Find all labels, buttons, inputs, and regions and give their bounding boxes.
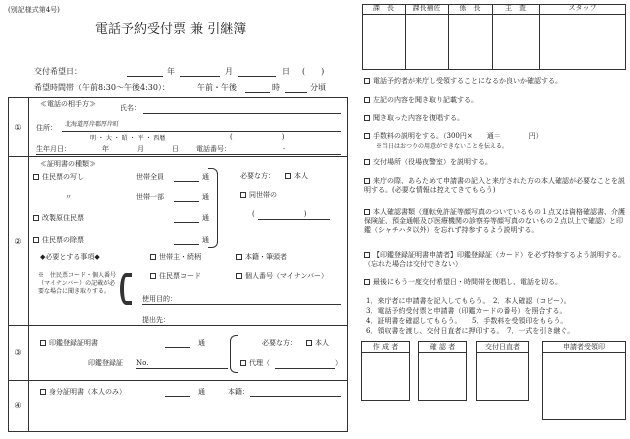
procedure-line: 4．証明書を確認してもらう。 5．手数料を受領印をもらう。 xyxy=(366,317,568,325)
checkbox[interactable] xyxy=(33,174,39,180)
checkbox[interactable] xyxy=(33,237,39,243)
dob-label: 生年月日： xyxy=(36,145,71,153)
checklist-item[interactable]: 聞き取った内容を復唱する。 xyxy=(364,114,626,123)
needed-my-number[interactable]: 個人番号（マイナンバー） xyxy=(236,272,328,281)
form-id: (別記様式第4号) xyxy=(8,6,60,14)
approval-header-inspector: 主 査 xyxy=(505,4,526,12)
reception-time-label: 希望時間帯（午前8:30～午後4:30）： xyxy=(34,83,170,92)
approval-header-deputy: 課長補佐 xyxy=(412,4,441,12)
section-3-number: ③ xyxy=(14,348,22,357)
checklist-item[interactable]: 【印鑑登録証明書申請者】印鑑登録証（カード）を必ず持参するよう説明する。（忘れた場合は交付できない） xyxy=(364,251,625,268)
seal-required-self[interactable]: 本人 xyxy=(306,339,329,348)
brace xyxy=(208,168,218,248)
stamp-box-applicant-receipt: 申請者受領印 xyxy=(542,341,626,420)
seal-cert-checkbox[interactable]: 印鑑登録証明書 xyxy=(40,339,98,348)
section-1-heading: ≪電話の相手方≫ xyxy=(40,100,96,108)
stamp-box-creator: 作 成 者 xyxy=(361,341,410,401)
dob-eras: 明 ・ 大 ・ 昭 ・ 平 ・ 西暦 xyxy=(90,135,166,142)
section-2-heading: ≪証明書の種類≫ xyxy=(40,160,96,168)
checklist-item[interactable]: 手数料の説明をする。（300円× 通＝ 円） xyxy=(364,132,626,141)
needed-household-head[interactable]: 世帯主・続柄 xyxy=(150,253,201,262)
procedure-line: 6．領収書を渡し、交付日直者に押印する。 7．一式を引き継ぐ。 xyxy=(366,327,575,335)
cert-resident-copy[interactable]: 住民票の写し xyxy=(33,173,84,182)
purpose-label: 使用目的： xyxy=(142,295,177,303)
fee-note: ※当日はおつりの用意ができないことを伝える。 xyxy=(376,143,508,150)
tel-paren: ( ) xyxy=(230,133,285,141)
needed-note: ※ 住民票コード・個人番号（マイナンバー）の記載が必要な場合に聞き取りする。 xyxy=(38,272,117,295)
needed-resident-code[interactable]: 住民票コード xyxy=(150,272,201,281)
stamp-box-checker: 確 認 者 xyxy=(418,341,467,401)
address-label: 住所： xyxy=(36,124,57,132)
checklist-item[interactable]: 本人確認書類（運転免許証等顔写真のついているもの１点又は資格確認書、介護保険証、預金通帳及び医療機関の診察券等顔写真のないもの２点以上で確認）と印鑑（シャチハタ以外）を忘れず持参するよう説明する。 xyxy=(364,208,625,234)
required-self-checkbox[interactable]: 本人 xyxy=(285,172,308,181)
section-1-number: ① xyxy=(14,123,22,132)
checklist-item[interactable]: 電話予約者が来庁し受領することになるか良いか確認する。 xyxy=(364,77,626,86)
same-household-checkbox[interactable]: 同世帯の xyxy=(240,191,277,200)
name-label: 氏名： xyxy=(120,104,141,112)
needed-domicile[interactable]: 本籍・筆頭者 xyxy=(236,253,287,262)
needed-heading: ◆必要とする事項◆ xyxy=(40,253,100,261)
reception-date-label: 交付希望日： xyxy=(34,67,82,76)
cert-removed-resident[interactable]: 住民票の除票 xyxy=(33,236,84,245)
submit-label: 提出先： xyxy=(142,316,170,324)
checkbox[interactable] xyxy=(33,215,39,221)
checklist-item[interactable]: 来庁の際、あらためて申請書の記入と来庁された方の本人確認が必要なことを説明する。(必要な情報は控えてきてもらう) xyxy=(364,177,625,194)
cert-revised-resident[interactable]: 改製原住民票 xyxy=(33,214,84,223)
paren-mark xyxy=(120,273,132,305)
procedure-line: 1．来庁者に申請書を記入してもらう。 2．本人確認（コピー）。 xyxy=(366,297,571,305)
section-2-number: ② xyxy=(14,237,22,246)
checklist-item[interactable]: 交付場所（役場夜警室）を説明する。 xyxy=(364,158,626,167)
stamp-box-duty-officer: 交付日直者 xyxy=(476,341,529,401)
approval-header-section-chief: 係 長 xyxy=(459,4,481,12)
address-value: 北海道厚岸郡厚岸町 xyxy=(65,121,120,128)
page-title: 電話予約受付票 兼 引継簿 xyxy=(95,22,247,37)
id-cert-checkbox[interactable]: 身分証明書（本人のみ） xyxy=(40,388,126,397)
checklist-item[interactable]: 左記の内容を聞き取り記載する。 xyxy=(364,96,626,105)
tel-label: 電話番号： xyxy=(196,145,231,153)
checklist-item[interactable]: 最後にもう一度交付希望日・時間帯を復唱し、電話を切る。 xyxy=(364,278,626,287)
seal-proxy[interactable]: 代理（ xyxy=(240,359,270,368)
approval-header-staff: スタッフ xyxy=(568,4,597,12)
approval-header-chief: 課 長 xyxy=(373,4,394,12)
procedure-line: 3．電話予約受付票と申請書（印鑑カードの番号）を照合する。 xyxy=(366,307,567,315)
section-4-number: ④ xyxy=(14,401,22,410)
